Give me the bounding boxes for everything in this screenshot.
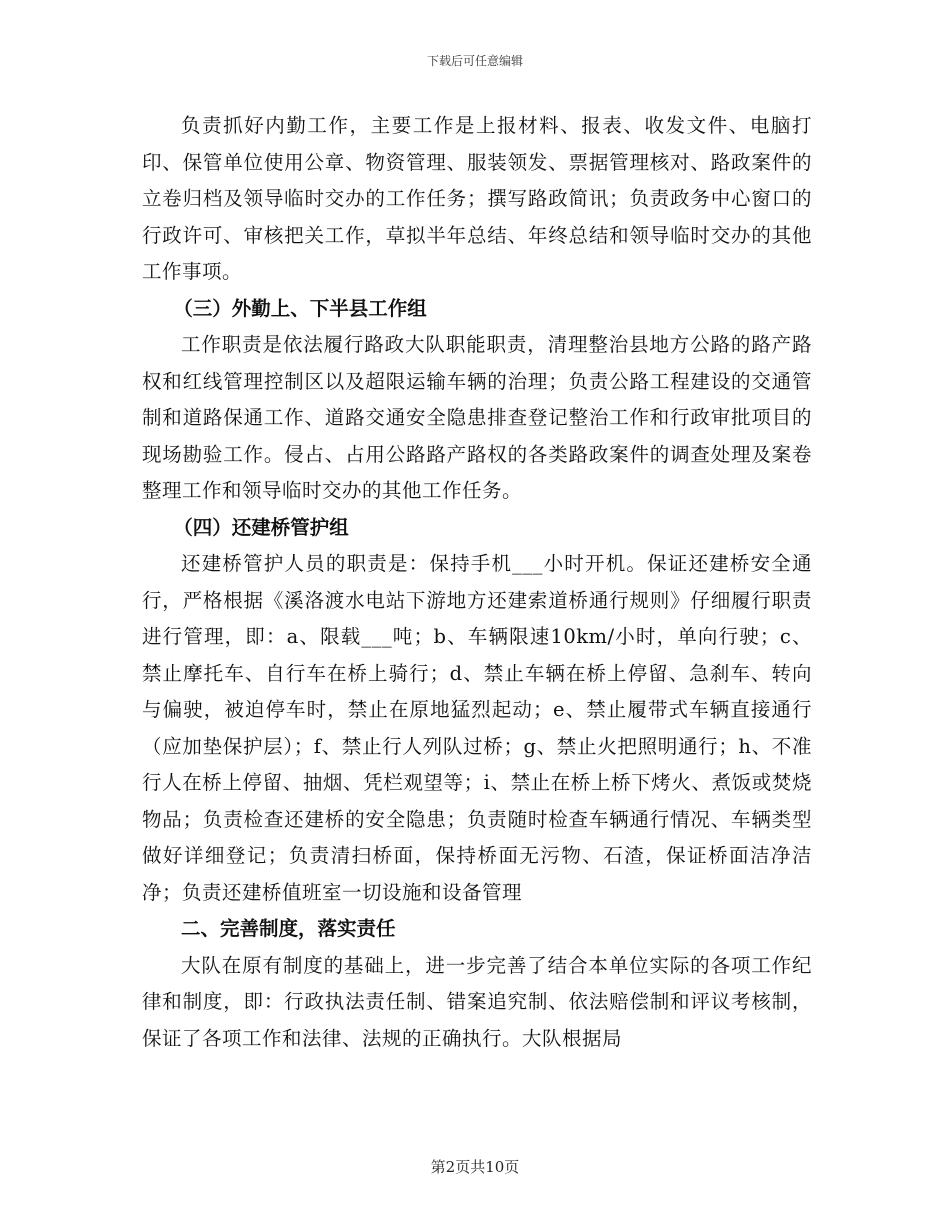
paragraph-field-team-duties: 工作职责是依法履行路政大队职能职责，清理整治县地方公路的路产路权和红线管理控制区以及超限运输车辆的治理；负责公路工程建设的交通管制和道路保通工作、道路交通安全隐患排查登记整治工作和行政审批项目的现场勘验工作。侵占、占用公路路产路权的各类路政案件的调查处理及案卷整理工作和领导临时交办的其他工作任务。	[142, 333, 812, 502]
paragraph-internal-duties: 负责抓好内勤工作，主要工作是上报材料、报表、收发文件、电脑打印、保管单位使用公章、物资管理、服装领发、票据管理核对、路政案件的立卷归档及领导临时交办的工作任务；撰写路政简讯；负责政务中心窗口的行政许可、审核把关工作，草拟半年总结、年终总结和领导临时交办的其他工作事项。	[142, 114, 812, 283]
section-heading-bridge-team: （四）还建桥管护组	[173, 515, 349, 539]
section-heading-improve-system: 二、完善制度，落实责任	[181, 917, 396, 940]
section-heading-field-team: （三）外勤上、下半县工作组	[173, 296, 427, 320]
document-body	[142, 108, 812, 1057]
page-header: 下载后可任意编辑	[426, 54, 523, 68]
page-footer: 第2页共10页	[430, 1158, 520, 1176]
paragraph-system-improvement: 大队在原有制度的基础上，进一步完善了结合本单位实际的各项工作纪律和制度，即：行政执法责任制、错案追究制、依法赔偿制和评议考核制，保证了各项工作和法律、法规的正确执行。大队根据局	[142, 953, 812, 1050]
paragraph-bridge-team-duties: 还建桥管护人员的职责是：保持手机___小时开机。保证还建桥安全通行，严格根据《溪洛渡水电站下游地方还建索道桥通行规则》仔细履行职责进行管理，即：a、限载___吨；b、车辆限速10km/小时，单向行驶；c、禁止摩托车、自行车在桥上骑行；d、禁止车辆在桥上停留、急刹车、转向与偏驶，被迫停车时，禁止在原地猛烈起动；e、禁止履带式车辆直接通行（应加垫保护层）；f、禁止行人列队过桥；g、禁止火把照明通行；h、不准行人在桥上停留、抽烟、凭栏观望等；i、禁止在桥上桥下烤火、煮饭或焚烧物品；负责检查还建桥的安全隐患；负责随时检查车辆通行情况、车辆类型做好详细登记；负责清扫桥面，保持桥面无污物、石渣，保证桥面洁净洁净；负责还建桥值班室一切设施和设备管理	[142, 552, 812, 904]
